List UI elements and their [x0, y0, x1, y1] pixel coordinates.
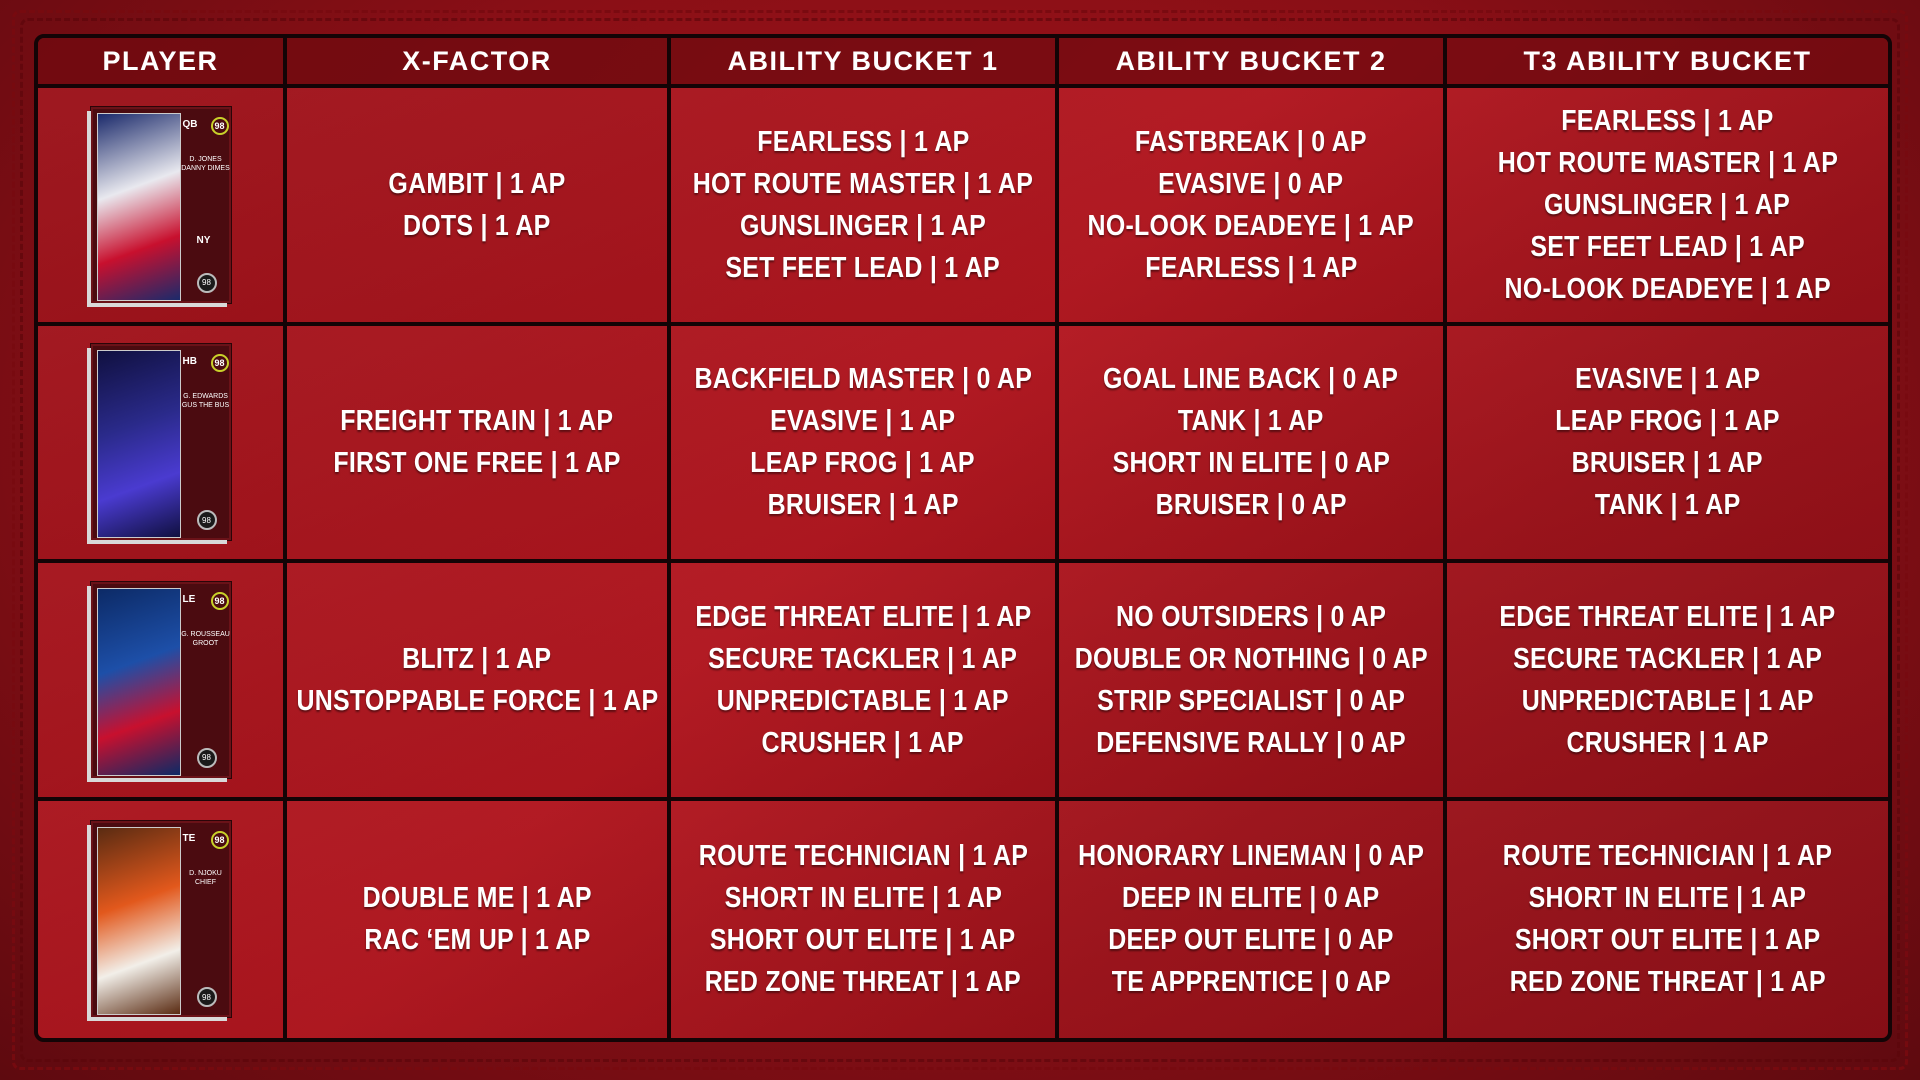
- ability-line: LEAP FROG | 1 AP: [750, 447, 976, 480]
- bucket-1-cell: [671, 88, 1059, 326]
- ability-line: FREIGHT TRAIN | 1 AP: [340, 405, 614, 438]
- t3-bucket-cell: [1447, 326, 1888, 564]
- bucket-2-cell: [1059, 563, 1447, 801]
- t3-bucket-cell: [1447, 88, 1888, 326]
- ability-line: HOT ROUTE MASTER | 1 AP: [692, 167, 1034, 200]
- bucket-1-cell: [671, 563, 1059, 801]
- card-overall: 98: [211, 831, 229, 849]
- player-photo: [97, 113, 181, 301]
- ability-line: BRUISER | 0 AP: [1155, 489, 1347, 522]
- bucket-2-cell: [1059, 801, 1447, 1039]
- bucket-2-cell: [1059, 326, 1447, 564]
- ability-line: BACKFIELD MASTER | 0 AP: [694, 363, 1032, 396]
- ability-line: STRIP SPECIALIST | 0 AP: [1096, 684, 1406, 717]
- ability-line: EVASIVE | 1 AP: [1574, 363, 1761, 396]
- card-overall: 98: [211, 354, 229, 372]
- card-player-name: G. ROUSSEAU GROOT: [181, 630, 230, 647]
- ability-line: BRUISER | 1 AP: [767, 489, 959, 522]
- ability-line: RAC ‘EM UP | 1 AP: [363, 924, 591, 957]
- team-logo-icon: NY: [196, 234, 211, 246]
- ability-line: EDGE THREAT ELITE | 1 AP: [694, 600, 1032, 633]
- player-cell: [38, 563, 287, 801]
- header-ability-bucket-1: ABILITY BUCKET 1: [671, 38, 1059, 88]
- ability-line: DEFENSIVE RALLY | 0 AP: [1096, 726, 1406, 759]
- ability-line: DEEP OUT ELITE | 0 AP: [1108, 924, 1394, 957]
- player-card: [91, 582, 231, 778]
- ability-line: BRUISER | 1 AP: [1571, 447, 1764, 480]
- ability-line: HOT ROUTE MASTER | 1 AP: [1497, 146, 1838, 179]
- x-factor-cell: [287, 326, 671, 564]
- ability-line: GAMBIT | 1 AP: [388, 167, 566, 200]
- ability-line: RED ZONE THREAT | 1 AP: [1509, 966, 1826, 999]
- bucket-2-cell: [1059, 88, 1447, 326]
- ability-line: DEEP IN ELITE | 0 AP: [1122, 882, 1380, 915]
- card-player-name: D. NJOKU CHIEF: [189, 870, 222, 887]
- ability-line: FEARLESS | 1 AP: [1144, 251, 1358, 284]
- header-player: PLAYER: [38, 38, 287, 88]
- ability-line: SHORT IN ELITE | 1 AP: [724, 882, 1002, 915]
- rating-badge-icon: 98: [197, 987, 217, 1007]
- card-position: TE: [182, 833, 196, 845]
- ability-line: SET FEET LEAD | 1 AP: [725, 251, 1001, 284]
- card-player-name: D. JONES DANNY DIMES: [181, 155, 230, 172]
- ability-line: LEAP FROG | 1 AP: [1555, 405, 1780, 438]
- ability-line: FASTBREAK | 0 AP: [1135, 125, 1367, 158]
- header-ability-bucket-2: ABILITY BUCKET 2: [1059, 38, 1447, 88]
- ability-line: NO-LOOK DEADEYE | 1 AP: [1087, 209, 1415, 242]
- x-factor-cell: [287, 801, 671, 1039]
- player-cell: [38, 88, 287, 326]
- ability-line: EDGE THREAT ELITE | 1 AP: [1499, 600, 1836, 633]
- player-card: [91, 107, 231, 303]
- ability-line: EVASIVE | 0 AP: [1158, 167, 1344, 200]
- ability-line: SHORT OUT ELITE | 1 AP: [710, 924, 1016, 957]
- ability-line: UNPREDICTABLE | 1 AP: [716, 684, 1010, 717]
- card-overall: 98: [211, 592, 229, 610]
- card-overall: 98: [211, 117, 229, 135]
- ability-line: DOUBLE ME | 1 AP: [362, 882, 592, 915]
- ability-line: GUNSLINGER | 1 AP: [739, 209, 987, 242]
- ability-line: ROUTE TECHNICIAN | 1 AP: [1502, 840, 1833, 873]
- ability-line: SECURE TACKLER | 1 AP: [708, 642, 1018, 675]
- card-player-name: G. EDWARDS GUS THE BUS: [181, 393, 230, 410]
- player-photo: [97, 350, 181, 538]
- header-t3-ability-bucket: T3 ABILITY BUCKET: [1447, 38, 1888, 88]
- player-cell: [38, 801, 287, 1039]
- rating-badge-icon: 98: [197, 510, 217, 530]
- ability-line: NO-LOOK DEADEYE | 1 AP: [1504, 272, 1831, 305]
- ability-line: CRUSHER | 1 AP: [761, 726, 965, 759]
- ability-table: [34, 34, 1892, 1042]
- ability-line: SHORT IN ELITE | 0 AP: [1112, 447, 1390, 480]
- ability-line: TANK | 1 AP: [1594, 489, 1741, 522]
- ability-line: CRUSHER | 1 AP: [1566, 726, 1769, 759]
- ability-line: TE APPRENTICE | 0 AP: [1111, 966, 1391, 999]
- ability-line: GOAL LINE BACK | 0 AP: [1103, 363, 1399, 396]
- ability-line: FIRST ONE FREE | 1 AP: [333, 447, 621, 480]
- t3-bucket-cell: [1447, 563, 1888, 801]
- ability-line: UNSTOPPABLE FORCE | 1 AP: [296, 684, 658, 717]
- rating-badge-icon: 98: [197, 748, 217, 768]
- t3-bucket-cell: [1447, 801, 1888, 1039]
- ability-line: GUNSLINGER | 1 AP: [1544, 188, 1791, 221]
- ability-line: UNPREDICTABLE | 1 AP: [1521, 684, 1814, 717]
- player-photo: [97, 827, 181, 1015]
- player-cell: [38, 326, 287, 564]
- ability-line: SHORT IN ELITE | 1 AP: [1528, 882, 1807, 915]
- ability-line: HONORARY LINEMAN | 0 AP: [1078, 840, 1424, 873]
- ability-line: FEARLESS | 1 AP: [756, 125, 970, 158]
- card-position: LE: [182, 593, 196, 605]
- player-photo: [97, 588, 181, 776]
- x-factor-cell: [287, 563, 671, 801]
- ability-line: TANK | 1 AP: [1178, 405, 1324, 438]
- rating-badge-icon: 98: [197, 273, 217, 293]
- ability-grid: [38, 38, 1888, 1038]
- card-position: QB: [182, 118, 198, 130]
- x-factor-cell: [287, 88, 671, 326]
- player-card: [91, 344, 231, 540]
- ability-line: DOUBLE OR NOTHING | 0 AP: [1074, 642, 1428, 675]
- ability-line: SECURE TACKLER | 1 AP: [1513, 642, 1822, 675]
- ability-line: NO OUTSIDERS | 0 AP: [1115, 600, 1387, 633]
- ability-line: DOTS | 1 AP: [403, 209, 551, 242]
- ability-line: SHORT OUT ELITE | 1 AP: [1514, 924, 1821, 957]
- ability-line: ROUTE TECHNICIAN | 1 AP: [698, 840, 1028, 873]
- ability-line: EVASIVE | 1 AP: [770, 405, 956, 438]
- bucket-1-cell: [671, 326, 1059, 564]
- ability-line: SET FEET LEAD | 1 AP: [1530, 230, 1805, 263]
- ability-line: BLITZ | 1 AP: [402, 642, 552, 675]
- card-position: HB: [182, 356, 197, 368]
- ability-line: FEARLESS | 1 AP: [1561, 104, 1774, 137]
- ability-line: RED ZONE THREAT | 1 AP: [704, 966, 1022, 999]
- player-card: [91, 821, 231, 1017]
- bucket-1-cell: [671, 801, 1059, 1039]
- header-x-factor: X-FACTOR: [287, 38, 671, 88]
